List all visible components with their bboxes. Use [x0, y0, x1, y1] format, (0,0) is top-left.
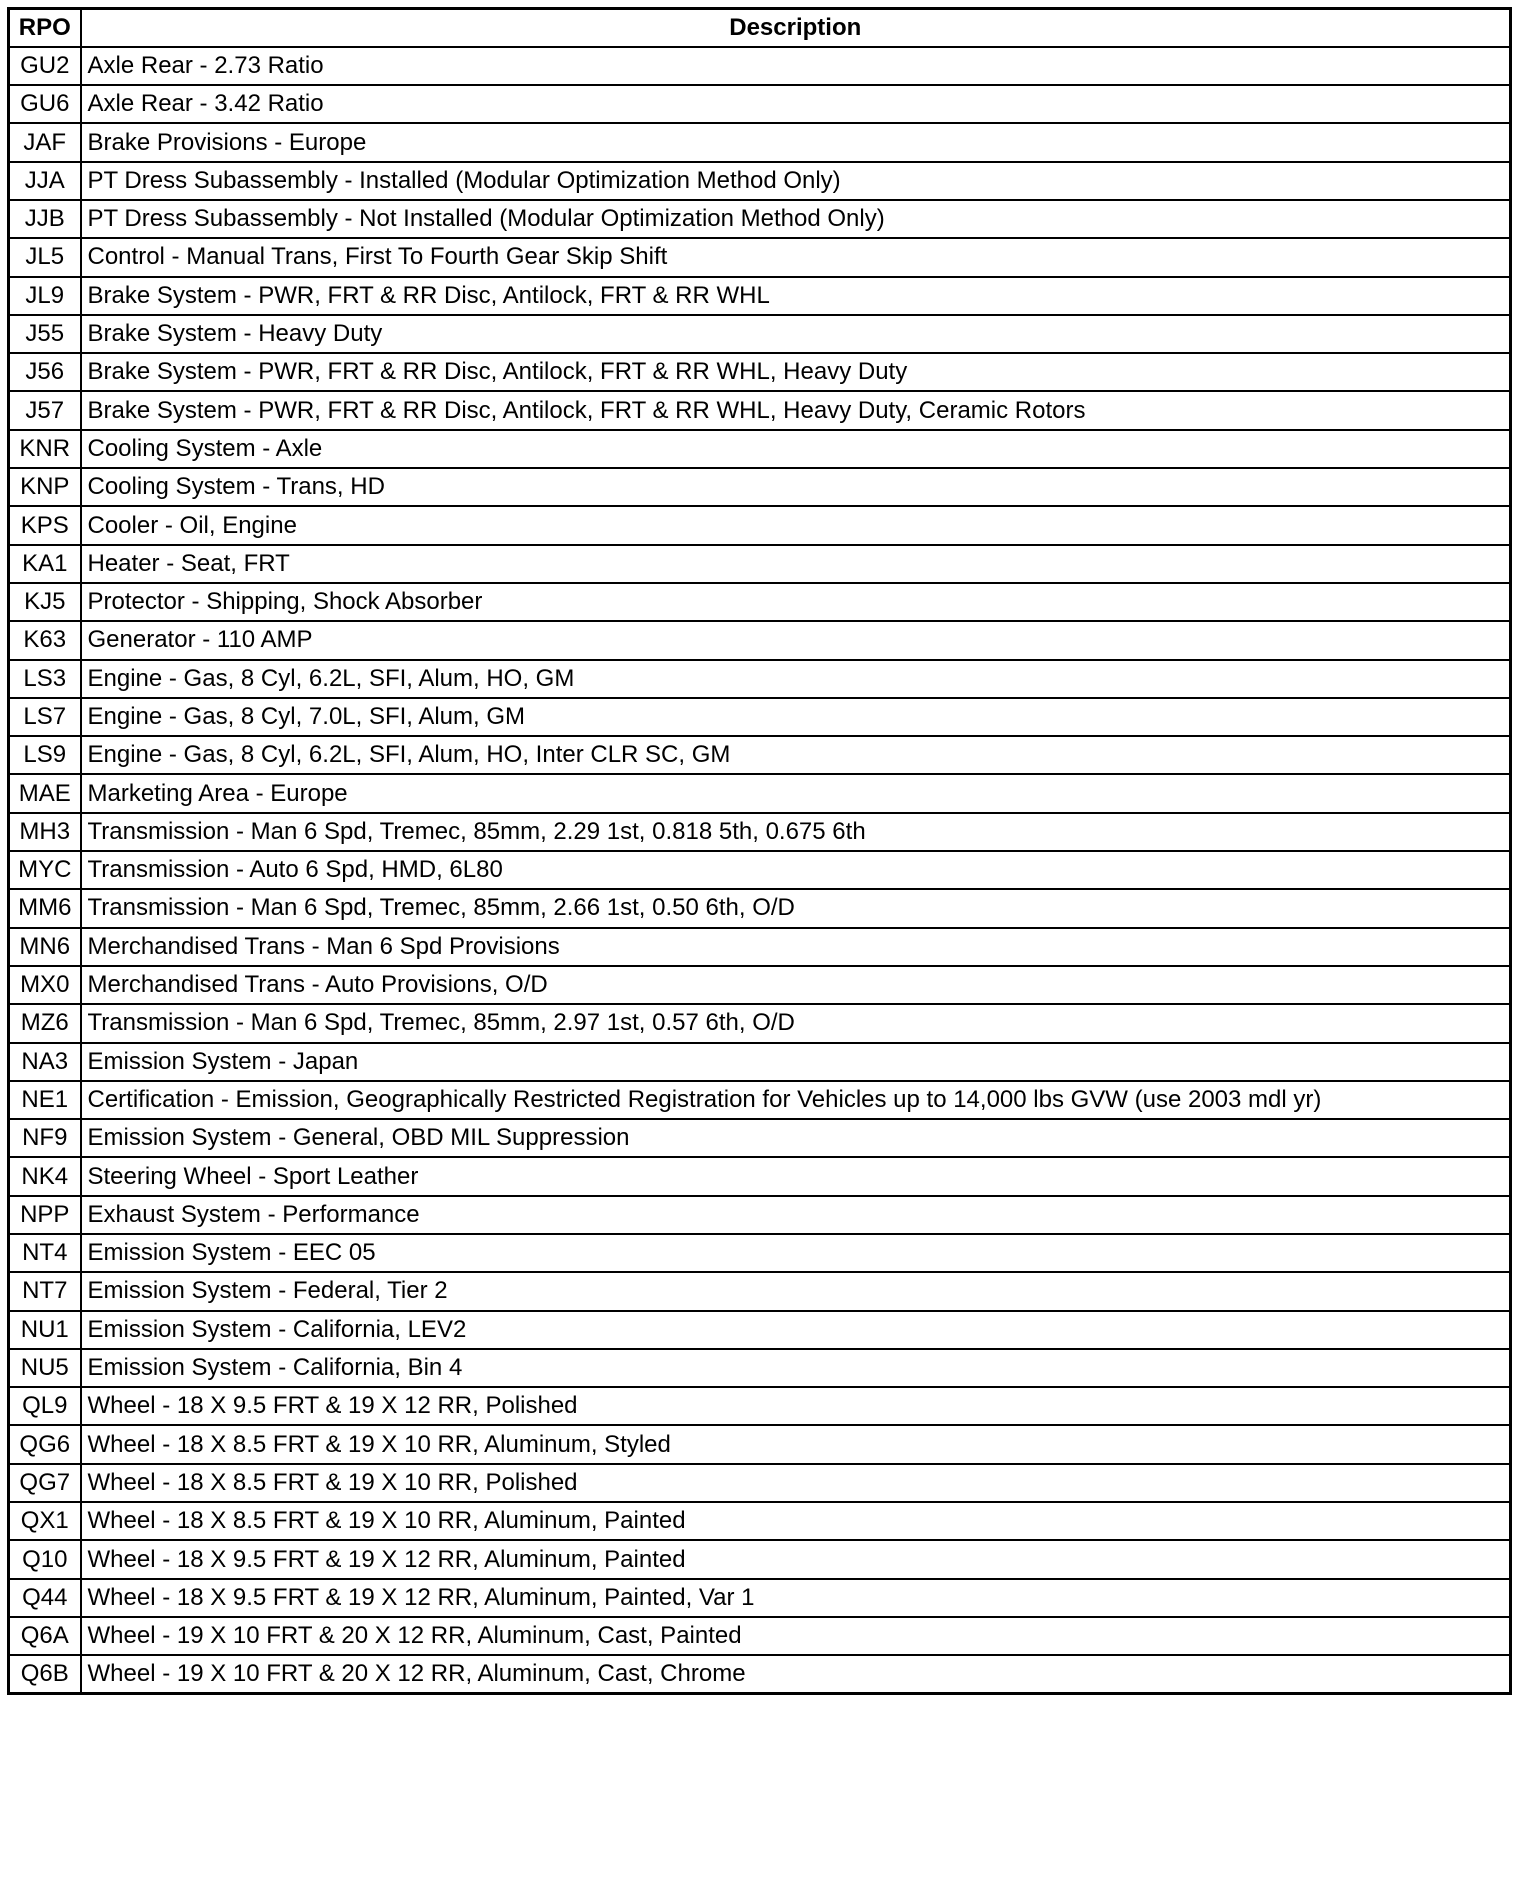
table-row [9, 353, 1511, 391]
table-row [9, 1004, 1511, 1042]
description-cell: Emission System - Federal, Tier 2 [81, 1272, 1511, 1310]
rpo-code-cell: JJA [9, 162, 81, 200]
table-row [9, 430, 1511, 468]
description-cell: Transmission - Man 6 Spd, Tremec, 85mm, 2.66 1st, 0.50 6th, O/D [81, 889, 1511, 927]
rpo-code-cell: LS7 [9, 698, 81, 736]
description-cell: Cooling System - Trans, HD [81, 468, 1511, 506]
description-cell: Brake System - PWR, FRT & RR Disc, Antilock, FRT & RR WHL, Heavy Duty, Ceramic Rotors [81, 391, 1511, 429]
description-cell: Control - Manual Trans, First To Fourth Gear Skip Shift [81, 238, 1511, 276]
rpo-code-cell: KPS [9, 506, 81, 544]
table-row [9, 468, 1511, 506]
rpo-code-cell: NT4 [9, 1234, 81, 1272]
description-cell: Heater - Seat, FRT [81, 545, 1511, 583]
description-cell: Brake System - Heavy Duty [81, 315, 1511, 353]
description-cell: Wheel - 18 X 8.5 FRT & 19 X 10 RR, Aluminum, Painted [81, 1502, 1511, 1540]
table-row [9, 47, 1511, 85]
table-row [9, 315, 1511, 353]
rpo-code-cell: KJ5 [9, 583, 81, 621]
table-row [9, 1196, 1511, 1234]
rpo-code-cell: J55 [9, 315, 81, 353]
rpo-code-cell: Q44 [9, 1579, 81, 1617]
table-row [9, 1081, 1511, 1119]
rpo-code-cell: QL9 [9, 1387, 81, 1425]
table-row [9, 736, 1511, 774]
table-row [9, 889, 1511, 927]
description-cell: Exhaust System - Performance [81, 1196, 1511, 1234]
rpo-code-cell: Q6A [9, 1617, 81, 1655]
rpo-code-cell: GU6 [9, 85, 81, 123]
description-cell: Emission System - General, OBD MIL Suppression [81, 1119, 1511, 1157]
description-column-header: Description [81, 9, 1511, 47]
rpo-code-cell: JL9 [9, 277, 81, 315]
table-row [9, 851, 1511, 889]
description-cell: Transmission - Auto 6 Spd, HMD, 6L80 [81, 851, 1511, 889]
description-cell: Engine - Gas, 8 Cyl, 7.0L, SFI, Alum, GM [81, 698, 1511, 736]
table-row [9, 391, 1511, 429]
rpo-code-cell: NT7 [9, 1272, 81, 1310]
rpo-code-cell: MYC [9, 851, 81, 889]
description-cell: Brake Provisions - Europe [81, 123, 1511, 161]
rpo-column-header: RPO [9, 9, 81, 47]
rpo-code-cell: Q6B [9, 1655, 81, 1693]
description-cell: PT Dress Subassembly - Installed (Modular Optimization Method Only) [81, 162, 1511, 200]
rpo-code-cell: QG6 [9, 1425, 81, 1463]
table-row [9, 698, 1511, 736]
description-cell: Cooling System - Axle [81, 430, 1511, 468]
rpo-code-cell: NA3 [9, 1043, 81, 1081]
rpo-code-cell: GU2 [9, 47, 81, 85]
description-cell: Wheel - 18 X 9.5 FRT & 19 X 12 RR, Aluminum, Painted [81, 1540, 1511, 1578]
rpo-code-cell: JAF [9, 123, 81, 161]
description-cell: Wheel - 19 X 10 FRT & 20 X 12 RR, Aluminum, Cast, Chrome [81, 1655, 1511, 1693]
description-cell: Engine - Gas, 8 Cyl, 6.2L, SFI, Alum, HO, Inter CLR SC, GM [81, 736, 1511, 774]
rpo-code-cell: NU5 [9, 1349, 81, 1387]
table-row [9, 1272, 1511, 1310]
description-cell: Emission System - California, Bin 4 [81, 1349, 1511, 1387]
table-row [9, 928, 1511, 966]
description-cell: Wheel - 18 X 8.5 FRT & 19 X 10 RR, Polished [81, 1464, 1511, 1502]
table-row [9, 1655, 1511, 1693]
table-row [9, 1540, 1511, 1578]
table-row [9, 1464, 1511, 1502]
table-row [9, 545, 1511, 583]
rpo-code-cell: MAE [9, 774, 81, 812]
description-cell: Transmission - Man 6 Spd, Tremec, 85mm, 2.29 1st, 0.818 5th, 0.675 6th [81, 813, 1511, 851]
rpo-code-cell: QX1 [9, 1502, 81, 1540]
table-row [9, 162, 1511, 200]
description-cell: Steering Wheel - Sport Leather [81, 1157, 1511, 1195]
description-cell: Engine - Gas, 8 Cyl, 6.2L, SFI, Alum, HO, GM [81, 660, 1511, 698]
description-cell: Emission System - EEC 05 [81, 1234, 1511, 1272]
description-cell: Generator - 110 AMP [81, 621, 1511, 659]
description-cell: Emission System - California, LEV2 [81, 1311, 1511, 1349]
description-cell: Cooler - Oil, Engine [81, 506, 1511, 544]
table-row [9, 1119, 1511, 1157]
description-cell: Merchandised Trans - Man 6 Spd Provisions [81, 928, 1511, 966]
rpo-code-cell: QG7 [9, 1464, 81, 1502]
table-row [9, 660, 1511, 698]
rpo-code-cell: MN6 [9, 928, 81, 966]
description-cell: Wheel - 18 X 8.5 FRT & 19 X 10 RR, Aluminum, Styled [81, 1425, 1511, 1463]
table-row [9, 238, 1511, 276]
table-row [9, 277, 1511, 315]
table-row [9, 123, 1511, 161]
table-row [9, 85, 1511, 123]
table-row [9, 1617, 1511, 1655]
rpo-code-cell: NF9 [9, 1119, 81, 1157]
description-cell: Brake System - PWR, FRT & RR Disc, Antilock, FRT & RR WHL, Heavy Duty [81, 353, 1511, 391]
rpo-code-cell: Q10 [9, 1540, 81, 1578]
rpo-code-cell: NPP [9, 1196, 81, 1234]
rpo-code-cell: MX0 [9, 966, 81, 1004]
table-row [9, 1387, 1511, 1425]
description-cell: Transmission - Man 6 Spd, Tremec, 85mm, 2.97 1st, 0.57 6th, O/D [81, 1004, 1511, 1042]
rpo-code-cell: NE1 [9, 1081, 81, 1119]
table-row [9, 583, 1511, 621]
description-cell: Emission System - Japan [81, 1043, 1511, 1081]
rpo-code-cell: MH3 [9, 813, 81, 851]
description-cell: Wheel - 18 X 9.5 FRT & 19 X 12 RR, Aluminum, Painted, Var 1 [81, 1579, 1511, 1617]
table-row [9, 1502, 1511, 1540]
rpo-code-cell: J57 [9, 391, 81, 429]
rpo-code-cell: JJB [9, 200, 81, 238]
table-row [9, 200, 1511, 238]
description-cell: Wheel - 18 X 9.5 FRT & 19 X 12 RR, Polished [81, 1387, 1511, 1425]
table-body [9, 47, 1511, 1694]
table-header-row [9, 9, 1511, 47]
rpo-code-cell: KNP [9, 468, 81, 506]
rpo-code-cell: J56 [9, 353, 81, 391]
description-cell: Certification - Emission, Geographically Restricted Registration for Vehicles up to 14,000 lbs GVW (use 2003 mdl yr) [81, 1081, 1511, 1119]
rpo-code-cell: K63 [9, 621, 81, 659]
description-cell: Axle Rear - 2.73 Ratio [81, 47, 1511, 85]
rpo-code-cell: JL5 [9, 238, 81, 276]
description-cell: PT Dress Subassembly - Not Installed (Modular Optimization Method Only) [81, 200, 1511, 238]
table-row [9, 506, 1511, 544]
table-row [9, 774, 1511, 812]
description-cell: Wheel - 19 X 10 FRT & 20 X 12 RR, Aluminum, Cast, Painted [81, 1617, 1511, 1655]
table-row [9, 1579, 1511, 1617]
description-cell: Axle Rear - 3.42 Ratio [81, 85, 1511, 123]
table-row [9, 966, 1511, 1004]
rpo-code-cell: NU1 [9, 1311, 81, 1349]
table-row [9, 1425, 1511, 1463]
table-row [9, 1349, 1511, 1387]
table-row [9, 621, 1511, 659]
table-row [9, 1043, 1511, 1081]
description-cell: Merchandised Trans - Auto Provisions, O/D [81, 966, 1511, 1004]
description-cell: Protector - Shipping, Shock Absorber [81, 583, 1511, 621]
rpo-code-cell: NK4 [9, 1157, 81, 1195]
table-row [9, 1311, 1511, 1349]
description-cell: Brake System - PWR, FRT & RR Disc, Antilock, FRT & RR WHL [81, 277, 1511, 315]
description-cell: Marketing Area - Europe [81, 774, 1511, 812]
rpo-code-cell: LS9 [9, 736, 81, 774]
table-row [9, 813, 1511, 851]
rpo-code-cell: MZ6 [9, 1004, 81, 1042]
rpo-code-cell: KA1 [9, 545, 81, 583]
table-row [9, 1157, 1511, 1195]
table-row [9, 1234, 1511, 1272]
rpo-code-cell: LS3 [9, 660, 81, 698]
rpo-code-cell: MM6 [9, 889, 81, 927]
rpo-code-cell: KNR [9, 430, 81, 468]
rpo-table [7, 7, 1512, 1695]
